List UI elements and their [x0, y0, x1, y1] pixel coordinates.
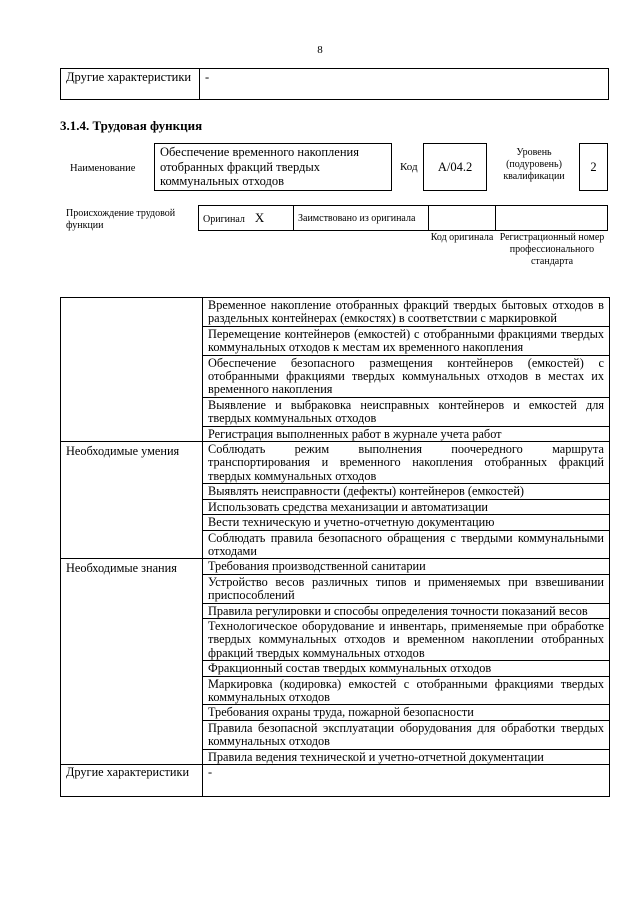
table-row [61, 442, 610, 484]
skills-label: Необходимые умения [66, 444, 180, 459]
knowledge-item: Требования охраны труда, пожарной безопасности [203, 705, 610, 720]
knowledge-item: Технологическое оборудование и инвентарь, применяемые при обработке твердых коммунальных отходов и временном накоплении отобранных фракций твердых коммунальных отходов [203, 618, 610, 660]
action-item: Выявление и выбраковка неисправных контейнеров и емкостей для твердых коммунальных отходов [203, 397, 610, 426]
skill-item: Вести техническую и учетно-отчетную документацию [203, 515, 610, 530]
code-original-label: Код оригинала [430, 232, 494, 243]
knowledge-item: Устройство весов различных типов и применяемых при взвешивании приспособлений [203, 574, 610, 603]
level-label: Уровень (подуровень) квалификации [503, 147, 565, 182]
borrowed-label: Заимствовано из оригинала [294, 206, 429, 231]
original-cell [199, 206, 294, 231]
knowledge-item: Правила ведения технической и учетно-отчетной документации [203, 749, 610, 764]
skill-item: Использовать средства механизации и автоматизации [203, 499, 610, 514]
knowledge-item: Правила безопасной эксплуатации оборудования для обработки твердых коммунальных отходов [203, 720, 610, 749]
table-row [61, 298, 610, 327]
origin-label: Происхождение трудовой функции [66, 208, 176, 231]
actions-label-cell [61, 298, 203, 442]
section-title: 3.1.4. Трудовая функция [60, 118, 203, 133]
knowledge-item: Требования производственной санитарии [203, 559, 610, 574]
code-label: Код [400, 161, 418, 173]
origin-table [198, 205, 608, 231]
reg-number-cell [496, 206, 608, 231]
function-name-box: Обеспечение временного накопления отобранных фракций твердых коммунальных отходов [154, 143, 392, 191]
knowledge-item: Маркировка (кодировка) емкостей с отобранными фракциями твердых коммунальных отходов [203, 676, 610, 705]
level-value-box: 2 [579, 143, 608, 191]
skill-item: Соблюдать режим выполнения поочередного маршрута транспортирования и временного накопления отобранных фракций твердых коммунальных отходов [203, 442, 610, 484]
original-mark: X [254, 209, 265, 225]
code-original-cell [429, 206, 496, 231]
original-label: Оригинал [203, 213, 245, 225]
knowledge-label-cell [61, 559, 203, 765]
other-characteristics-label: Другие характеристики [61, 69, 200, 100]
knowledge-item: Фракционный состав твердых коммунальных отходов [203, 661, 610, 676]
other-characteristics-table-top [60, 68, 609, 100]
action-item: Регистрация выполненных работ в журнале учета работ [203, 426, 610, 441]
skills-label-cell [61, 442, 203, 559]
other-characteristics-value: - [200, 69, 609, 100]
skill-item: Соблюдать правила безопасного обращения с твердыми коммунальными отходами [203, 530, 610, 559]
action-item: Перемещение контейнеров (емкостей) с отобранными фракциями твердых коммунальных отходов к местам их временного накопления [203, 326, 610, 355]
table-row [61, 765, 610, 797]
name-label: Наименование [70, 163, 136, 174]
action-item: Обеспечение безопасного размещения контейнеров (емкостей) с отобранными фракциями твердых коммунальных отходов в местах их временного накопления [203, 355, 610, 397]
code-value-box: А/04.2 [423, 143, 487, 191]
skill-item: Выявлять неисправности (дефекты) контейнеров (емкостей) [203, 484, 610, 499]
page-number: 8 [317, 44, 323, 56]
table-row [61, 559, 610, 574]
reg-number-label: Регистрационный номер профессионального стандарта [499, 232, 605, 267]
other-label: Другие характеристики [61, 765, 203, 797]
knowledge-item: Правила регулировки и способы определения точности показаний весов [203, 603, 610, 618]
knowledge-label: Необходимые знания [66, 561, 177, 576]
other-value: - [203, 765, 610, 797]
labor-function-table [60, 297, 610, 797]
action-item: Временное накопление отобранных фракций твердых бытовых отходов в раздельных контейнерах (емкостях) в соответствии с маркировкой [203, 298, 610, 327]
